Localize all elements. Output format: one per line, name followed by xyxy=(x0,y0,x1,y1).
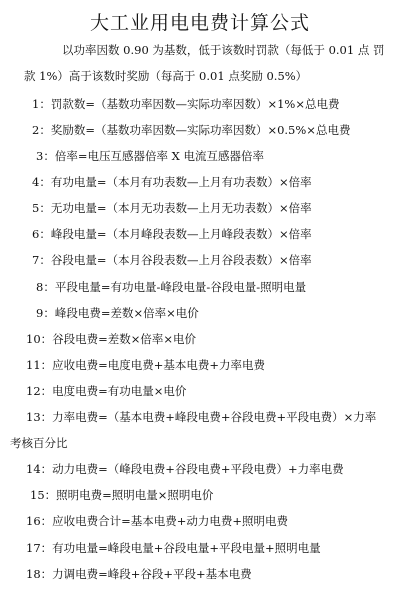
formula-item-18: 18：力调电费=峰段+谷段+平段+基本电费 xyxy=(26,567,252,581)
formula-item-11: 11：应收电费=电度电费+基本电费+力率电费 xyxy=(26,358,266,372)
intro-line-2: 款 1%）高于该数时奖励（每高于 0.01 点奖励 0.5%） xyxy=(24,69,308,83)
formula-item-15: 15：照明电费=照明电量×照明电价 xyxy=(30,488,214,502)
formula-item-13-continuation: 考核百分比 xyxy=(10,436,68,450)
formula-item-13: 13：力率电费=（基本电费+峰段电费+谷段电费+平段电费）×力率 xyxy=(26,410,377,424)
formula-item-12: 12：电度电费=有功电量×电价 xyxy=(26,384,187,398)
formula-item-2: 2：奖励数=（基数功率因数—实际功率因数）×0.5%×总电费 xyxy=(32,123,351,137)
formula-item-9: 9：峰段电费=差数×倍率×电价 xyxy=(36,306,199,320)
formula-item-10: 10：谷段电费=差数×倍率×电价 xyxy=(26,332,197,346)
formula-item-4: 4：有功电量=（本月有功表数—上月有功表数）×倍率 xyxy=(32,175,312,189)
formula-item-16: 16：应收电费合计=基本电费+动力电费+照明电费 xyxy=(26,514,289,528)
formula-item-5: 5：无功电量=（本月无功表数—上月无功表数）×倍率 xyxy=(32,201,312,215)
formula-item-17: 17：有功电量=峰段电量+谷段电量+平段电量+照明电量 xyxy=(26,541,321,555)
formula-item-8: 8：平段电量=有功电量-峰段电量-谷段电量-照明电量 xyxy=(36,280,307,294)
document-title: 大工业用电电费计算公式 xyxy=(89,12,310,34)
formula-item-6: 6：峰段电量=（本月峰段表数—上月峰段表数）×倍率 xyxy=(32,227,312,241)
intro-line-1: 以功率因数 0.90 为基数，低于该数时罚款（每低于 0.01 点 罚 xyxy=(62,43,385,57)
formula-item-7: 7：谷段电量=（本月谷段表数—上月谷段表数）×倍率 xyxy=(32,253,312,267)
formula-item-1: 1：罚款数=（基数功率因数—实际功率因数）×1%×总电费 xyxy=(32,97,340,111)
formula-item-3: 3：倍率=电压互感器倍率 X 电流互感器倍率 xyxy=(36,149,264,163)
formula-item-14: 14：动力电费=（峰段电费+谷段电费+平段电费）+力率电费 xyxy=(26,462,344,476)
